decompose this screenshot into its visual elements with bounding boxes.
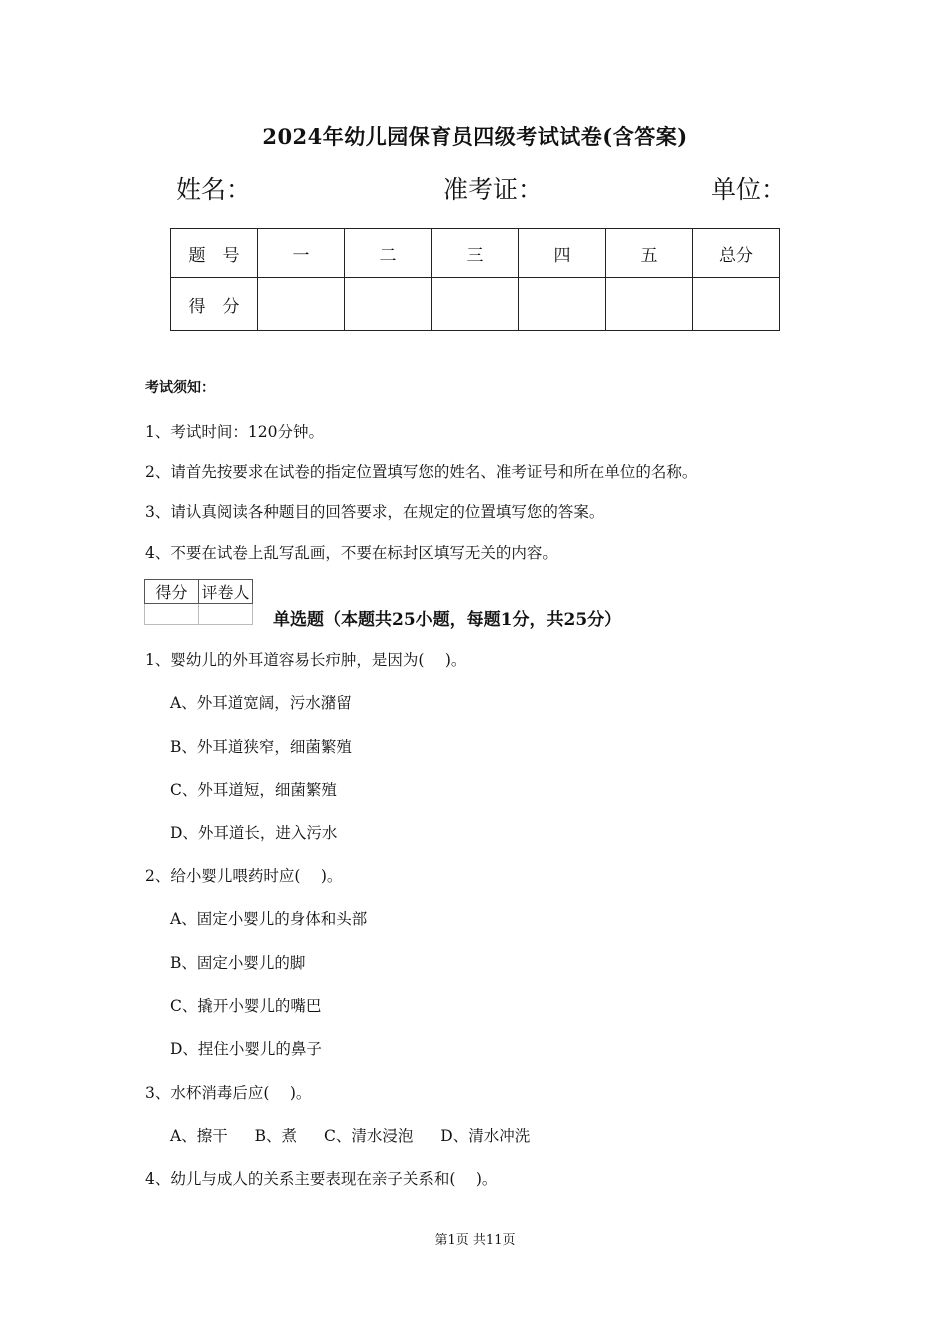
grader-box-header <box>145 580 253 604</box>
notice-item: 2、请首先按要求在试卷的指定位置填写您的姓名、准考证号和所在单位的名称。 <box>145 463 698 481</box>
question-option: A、固定小婴儿的身体和头部 <box>170 910 368 928</box>
grader-score-label: 得分 <box>145 580 199 604</box>
question-option: D、清水冲洗 <box>440 1127 531 1145</box>
score-input-cell[interactable] <box>345 278 432 331</box>
grader-name-label: 评卷人 <box>199 580 253 604</box>
page-title: 2024年幼儿园保育员四级考试试卷(含答案) <box>262 124 688 149</box>
score-table-cell: 二 <box>345 229 432 278</box>
score-table-cell: 总分 <box>693 229 780 278</box>
candidate-info-row <box>0 170 950 204</box>
score-table-cell: 三 <box>432 229 519 278</box>
question-option: C、清水浸泡 <box>323 1127 414 1145</box>
question-option: A、外耳道宽阔，污水潴留 <box>170 694 352 712</box>
score-row-label: 得 分 <box>171 278 258 331</box>
question-option: D、捏住小婴儿的鼻子 <box>170 1040 322 1058</box>
name-label: 姓名： <box>176 175 252 204</box>
page-footer: 第1页 共11页 <box>434 1233 516 1248</box>
notice-title: 考试须知： <box>145 380 215 396</box>
question-option: B、外耳道狭窄，细菌繁殖 <box>170 738 352 756</box>
score-table-header-row <box>171 229 780 278</box>
notice-item: 4、不要在试卷上乱写乱画，不要在标封区填写无关的内容。 <box>145 544 558 562</box>
question-stem: 2、给小婴儿喂药时应( )。 <box>145 867 343 885</box>
question-stem: 1、婴幼儿的外耳道容易长疖肿，是因为( )。 <box>145 651 467 669</box>
grader-box-fill-row <box>145 604 253 625</box>
unit-label: 单位： <box>711 175 787 204</box>
grader-box <box>144 579 253 625</box>
notice-item: 1、考试时间：120分钟。 <box>145 423 324 441</box>
question-stem: 3、水杯消毒后应( )。 <box>145 1084 312 1102</box>
question-options-inline <box>170 1124 552 1146</box>
score-table-score-row <box>171 278 780 331</box>
notice-item: 3、请认真阅读各种题目的回答要求，在规定的位置填写您的答案。 <box>145 503 605 521</box>
score-table <box>170 228 780 331</box>
question-option: B、煮 <box>254 1127 298 1145</box>
score-input-cell[interactable] <box>606 278 693 331</box>
score-table-cell: 一 <box>258 229 345 278</box>
question-option: D、外耳道长，进入污水 <box>170 824 338 842</box>
question-option: C、外耳道短，细菌繁殖 <box>170 781 337 799</box>
question-option: B、固定小婴儿的脚 <box>170 954 306 972</box>
question-option: A、擦干 <box>170 1127 228 1145</box>
grader-name-cell[interactable] <box>199 604 253 625</box>
score-table-cell: 四 <box>519 229 606 278</box>
section-heading: 单选题（本题共25小题，每题1分，共25分） <box>273 610 622 630</box>
question-option: C、撬开小婴儿的嘴巴 <box>170 997 322 1015</box>
score-table-cell: 题 号 <box>171 229 258 278</box>
score-table-cell: 五 <box>606 229 693 278</box>
question-stem: 4、幼儿与成人的关系主要表现在亲子关系和( )。 <box>145 1170 498 1188</box>
exam-number-label: 准考证： <box>443 175 544 204</box>
score-input-cell[interactable] <box>693 278 780 331</box>
grader-score-cell[interactable] <box>145 604 199 625</box>
score-input-cell[interactable] <box>432 278 519 331</box>
score-input-cell[interactable] <box>519 278 606 331</box>
score-input-cell[interactable] <box>258 278 345 331</box>
